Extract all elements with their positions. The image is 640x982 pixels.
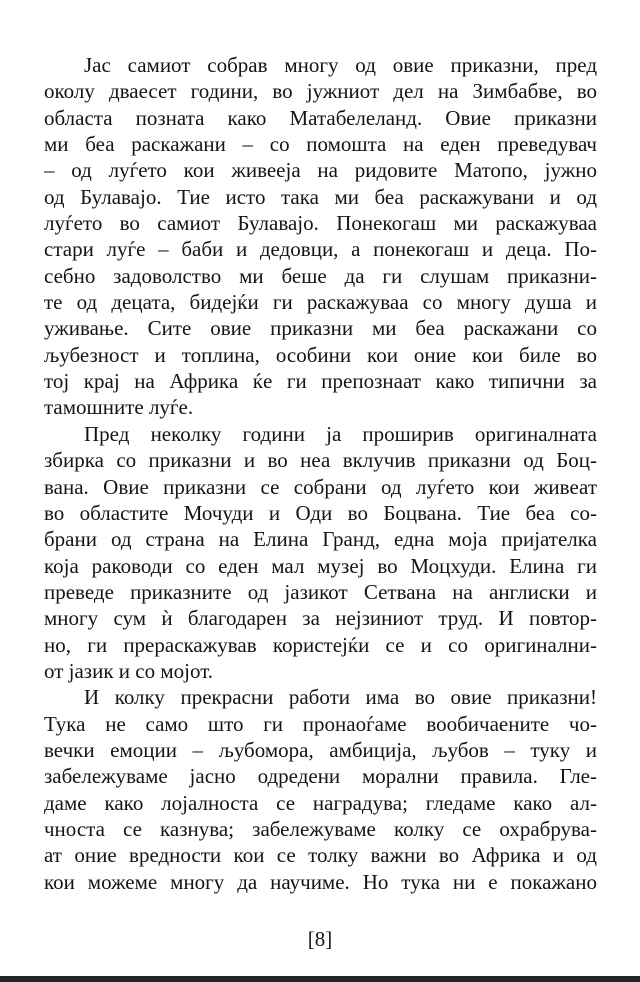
text-line: – од луѓето кои живееја на ридовите Матопо, јужно [44, 158, 597, 183]
text-line: чноста се казнува; забележуваме колку се охрабрува- [44, 816, 597, 841]
text-line: забележуваме јасно одредени морални правила. Гле- [44, 764, 597, 789]
text-line: кои можеме многу да научиме. Но тука ни е покажано [44, 869, 597, 894]
paragraph [44, 684, 597, 895]
paragraph [44, 52, 597, 421]
paragraph [44, 421, 597, 684]
text-line: брани од страна на Елина Гранд, една моја пријателка [44, 527, 597, 552]
text-line: от јазик и со мојот. [44, 658, 214, 683]
bottom-bar [0, 976, 640, 982]
text-line: И колку прекрасни работи има во овие приказни! [84, 685, 597, 710]
text-line: тој крај на Африка ќе ги препознаат како типични за [44, 369, 597, 394]
text-line: луѓето во самиот Булавајо. Понекогаш ми раскажуваа [44, 211, 597, 236]
text-line: ми беа раскажани – со помошта на еден преведувач [44, 132, 597, 157]
text-line: себно задоволство ми беше да ги слушам приказни- [44, 263, 597, 288]
text-line: многу сум ѝ благодарен за нејзиниот труд. И повтор- [44, 606, 597, 631]
text-line: преведе приказните од јазикот Сетвана на англиски и [44, 579, 597, 604]
text-line: во областите Мочуди и Оди во Боцвана. Тие беа со- [44, 500, 597, 525]
text-line: те од децата, бидејќи ги раскажуваа со многу душа и [44, 290, 597, 315]
text-line: но, ги прераскажував користејќи се и со оригинални- [44, 632, 597, 657]
text-line: областа позната како Матабелеланд. Овие приказни [44, 105, 597, 130]
text-line: Јас самиот собрав многу од овие приказни, пред [84, 53, 597, 77]
text-line: уживање. Сите овие приказни ми беа раскажани со [44, 316, 597, 341]
text-line: вана. Овие приказни се собрани од луѓето кои живеат [44, 474, 597, 499]
text-line: вечки емоции – љубомора, амбиција, љубов – туку и [44, 737, 597, 762]
text-line: стари луѓе – баби и дедовци, а понекогаш и деца. По- [44, 237, 597, 262]
text-line: Пред неколку години ја проширив оригиналната [84, 421, 597, 446]
page-text-block [44, 52, 597, 895]
text-line: од Булавајо. Тие исто така ми беа раскажувани и од [44, 184, 597, 209]
text-line: која раководи со еден мал музеј во Моцхуди. Елина ги [44, 553, 597, 578]
text-line: љубезност и топлина, особини кои оние кои биле во [44, 342, 597, 367]
text-line: даме како лојалноста се наградува; гледаме како ал- [44, 790, 597, 815]
paragraphs [44, 52, 597, 895]
text-line: ат оние вредности кои се толку важни во Африка и од [44, 843, 597, 868]
text-line: збирка со приказни и во неа вклучив приказни од Боц- [44, 448, 597, 473]
text-line: тамошните луѓе. [44, 395, 194, 420]
page-number: [8] [307, 927, 333, 951]
text-line: Тука не само што ги пронаоѓаме вообичаените чо- [44, 711, 597, 736]
text-line: околу дваесет години, во јужниот дел на Зимбабве, во [44, 79, 597, 104]
